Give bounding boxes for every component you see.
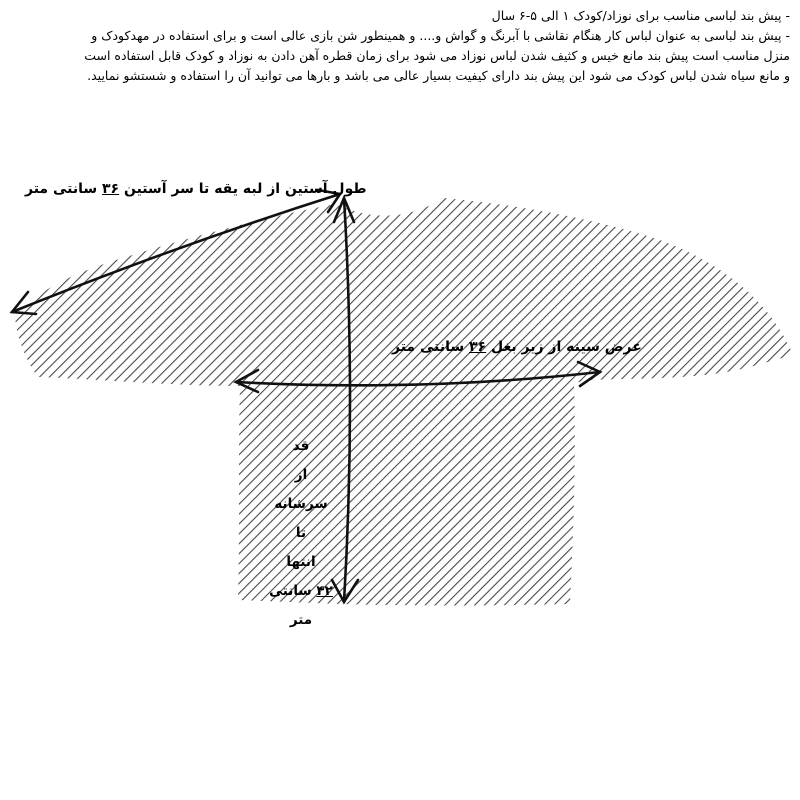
description-line: و مانع سیاه شدن لباس کودک می شود این پیش بند دارای کیفیت بسیار عالی می باشد و بارها می توانید آن را استفاده و شستشو نمایید. [87,68,790,83]
description-line: - پیش بند لباسی به عنوان لباس کار هنگام نقاشی با آبرنگ و گواش و.... و همینطور شن بازی عالی است و برای استفاده در مهدکودک و [91,28,790,43]
chest-width-label: عرض سینه از زیر بغل ۳۶ سانتی متر [392,339,642,355]
height-label: قد از سرشانه تا انتها ۴۲ سانتی متر [269,438,333,628]
sleeve-length-label: طول آستین از لبه یقه تا سر آستین ۳۶ سانتی متر [25,181,367,197]
garment-silhouette [15,198,793,628]
description-line: - پیش بند لباسی مناسب برای نوزاد/کودک ۱ الی ۵-۶ سال [491,8,790,23]
description-line: منزل مناسب است پیش بند مانع خیس و کثیف شدن لباس نوزاد می شود برای زمان قطره آهن دادن به نوزاد و کودک قابل استفاده است [84,48,790,63]
